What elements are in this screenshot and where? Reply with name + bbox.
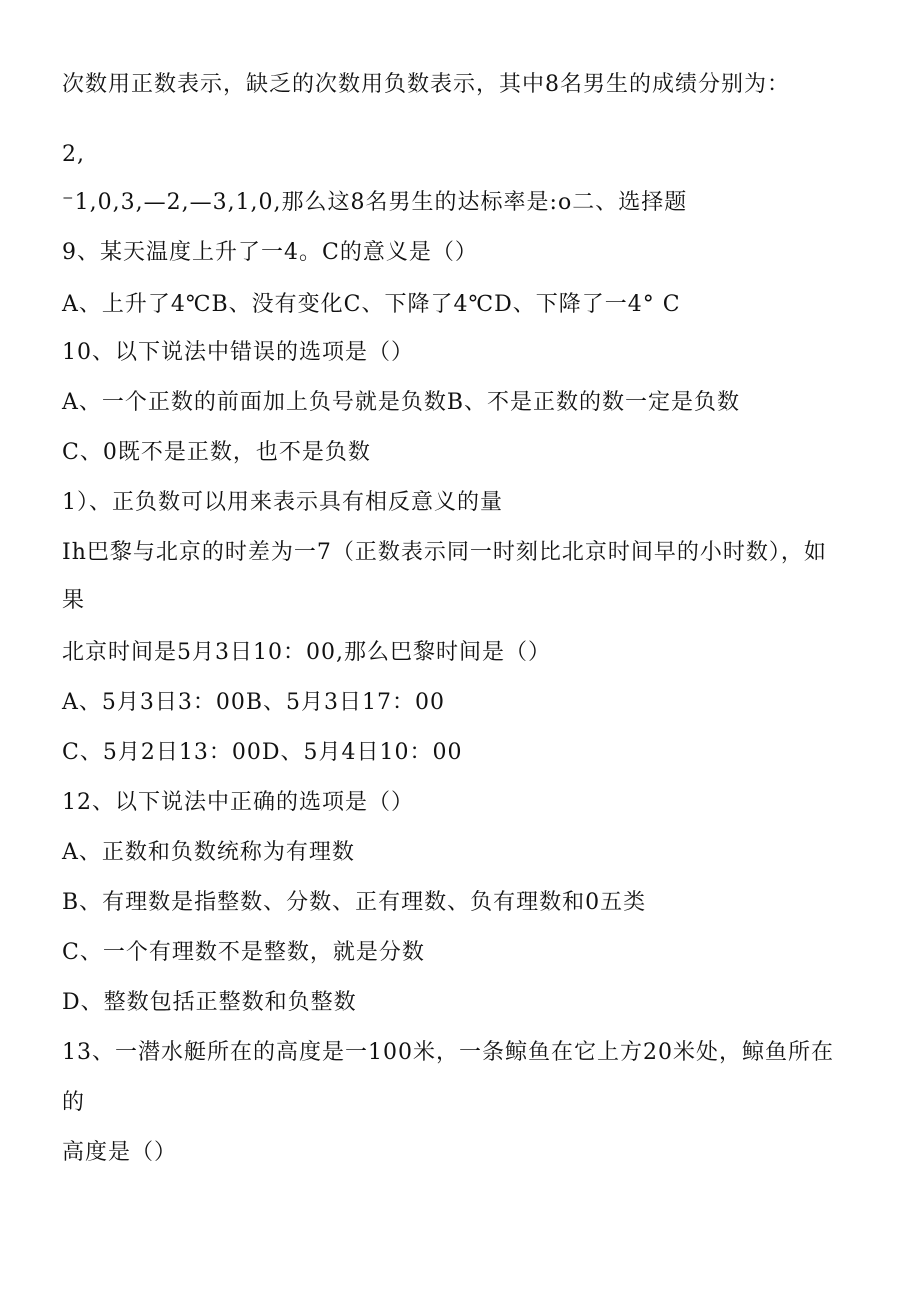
- question-9-options: A、上升了4℃B、没有变化C、下降了4℃D、下降了一4° C: [62, 292, 681, 317]
- question-13-continued: 的: [62, 1090, 86, 1115]
- question-10-option-c: C、0既不是正数，也不是负数: [62, 440, 371, 465]
- text-line-value: 2,: [62, 142, 85, 167]
- question-11-prompt: 北京时间是5月3日10：00,那么巴黎时间是（）: [62, 640, 551, 665]
- question-13-prompt: 高度是（）: [62, 1140, 178, 1165]
- question-12-option-d: D、整数包括正整数和负整数: [62, 990, 357, 1015]
- question-11-options-cd: C、5月2日13：00D、5月4日10：00: [62, 740, 463, 765]
- text-line-values-and-section: ⁻1,0,3,—2,—3,1,0,那么这8名男生的达标率是:o二、选择题: [62, 190, 688, 215]
- question-11: Ih巴黎与北京的时差为一7（正数表示同一时刻比北京时间早的小时数），如: [62, 540, 827, 565]
- question-12-option-b: B、有理数是指整数、分数、正有理数、负有理数和0五类: [62, 890, 647, 915]
- question-12-option-c: C、一个有理数不是整数，就是分数: [62, 940, 425, 965]
- question-9: 9、某天温度上升了一4。C的意义是（）: [62, 240, 478, 265]
- text-line-continuation: 次数用正数表示，缺乏的次数用负数表示，其中8名男生的成绩分别为：: [62, 72, 790, 97]
- question-10-option-d: 1）、正负数可以用来表示具有相反意义的量: [62, 490, 503, 515]
- question-11-continued: 果: [62, 588, 86, 613]
- question-10-options-ab: A、一个正数的前面加上负号就是负数B、不是正数的数一定是负数: [62, 390, 741, 415]
- question-12-option-a: A、正数和负数统称为有理数: [62, 840, 355, 865]
- question-11-options-ab: A、5月3日3：00B、5月3日17：00: [62, 690, 446, 715]
- question-13: 13、一潜水艇所在的高度是一100米，一条鲸鱼在它上方20米处，鲸鱼所在: [62, 1040, 834, 1065]
- question-10: 10、以下说法中错误的选项是（）: [62, 340, 414, 365]
- question-12: 12、以下说法中正确的选项是（）: [62, 790, 414, 815]
